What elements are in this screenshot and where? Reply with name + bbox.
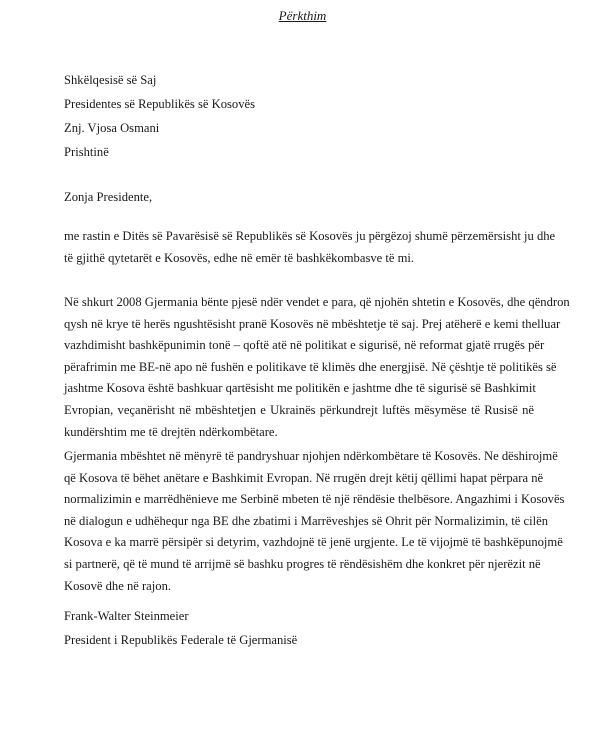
text-line: në dialogun e udhëhequr nga BE dhe zbatimi i Marrëveshjes së Ohrit për Normalizimin, të cilën <box>64 513 549 528</box>
paragraph-2 <box>64 292 570 443</box>
recipient-address <box>64 68 255 164</box>
paragraph-3 <box>64 446 565 597</box>
address-line: Presidentes së Republikës së Kosovës <box>64 97 255 111</box>
text-line: me rastin e Ditës së Pavarësisë së Republikës së Kosovës ju përgëzoj shumë përzemërsisht ju dhe <box>64 229 556 243</box>
signatory-title: President i Republikës Federale të Gjermanisë <box>64 633 298 647</box>
text-line: Kosova e ka marrë përsipër si detyrim, vazhdojnë të jenë urgjente. Le të vijojmë të bashkëpunojmë <box>64 535 563 550</box>
text-line: të gjithë qytetarët e Kosovës, edhe në emër të bashkëkombasve të mi. <box>64 250 415 265</box>
text-line: si partnerë, që të mund të arrijmë së bashku progres të rëndësishëm dhe konkret për njerëzit në <box>64 556 541 571</box>
text-line: Kosovë dhe në rajon. <box>64 578 172 593</box>
text-line: që Kosova të bëhet anëtare e Bashkimit Evropan. Në rrugën drejt këtij qëllimi hapat përpara në <box>64 470 544 485</box>
text-line: qysh në krye të herës ngushtësisht pranë Kosovës në mbështetje të saj. Prej atëherë e kemi thelluar <box>64 316 561 331</box>
text-line: Në shkurt 2008 Gjermania bënte pjesë ndër vendet e para, që njohën shtetin e Kosovës, dhe qëndron <box>64 295 570 309</box>
text-line: kundërshtim me të drejtën ndërkombëtare. <box>64 424 278 439</box>
text-line: jashtme Kosova është bashkuar qartësisht me politikën e jashtme dhe të sigurisë së Bashkimit <box>64 381 536 396</box>
address-line: Znj. Vjosa Osmani <box>64 121 160 135</box>
document-title: Përkthim <box>278 8 327 23</box>
text-line: Gjermania mbështet në mënyrë të pandryshuar njohjen ndërkombëtare të Kosovës. Ne dëshirojmë <box>64 449 558 463</box>
text-line: përafrimin me BE-në apo në fushën e politikave të klimës dhe energjisë. Në çështje të politikës së <box>64 359 557 374</box>
salutation: Zonja Presidente, <box>64 190 153 204</box>
text-line: vazhdimisht bashkëpunimin tonë – qoftë atë në politikat e sigurisë, në reformat gjatë rrugës për <box>64 338 545 353</box>
signatory-name: Frank-Walter Steinmeier <box>64 609 189 623</box>
address-line: Shkëlqesisë së Saj <box>64 73 157 87</box>
text-line: Evropian, veçanërisht në mbështetjen e Ukrainës përkundrejt luftës mësymëse të Rusisë në <box>64 402 534 417</box>
text-line: normalizimin e marrëdhënieve me Serbinë mbeten të një rëndësie thelbësore. Angazhimi i Kosovës <box>64 492 565 507</box>
signature-block <box>64 604 297 652</box>
address-line: Prishtinë <box>64 145 109 159</box>
paragraph-1 <box>64 226 556 269</box>
